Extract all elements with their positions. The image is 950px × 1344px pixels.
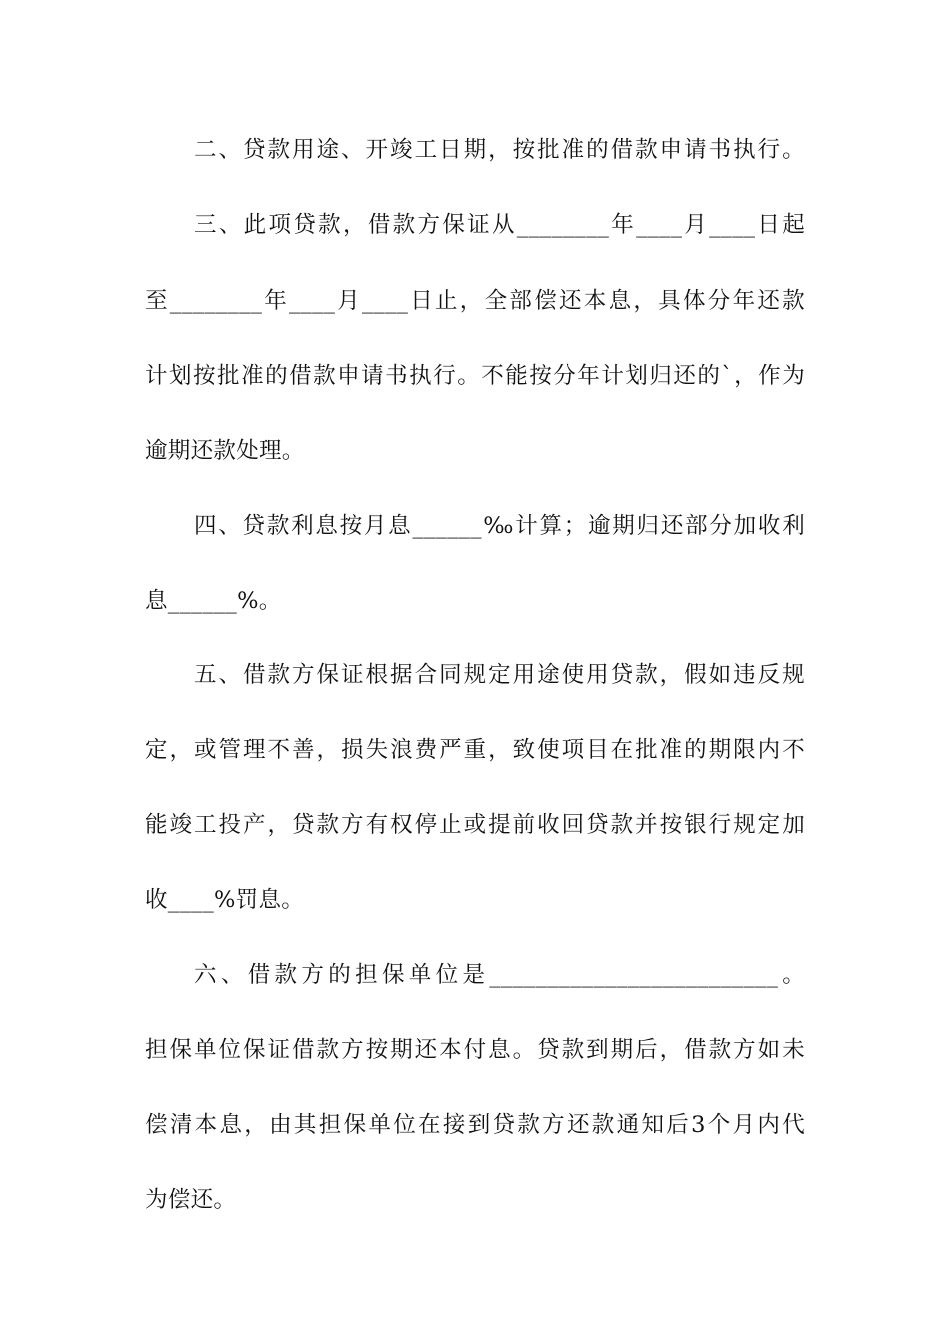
paragraph-5-line-3: 能竣工投产，贷款方有权停止或提前收回贷款并按银行规定加 (145, 812, 805, 838)
paragraph-4-line-1: 四、贷款利息按月息______‰计算；逾期归还部分加收利 (194, 513, 805, 539)
paragraph-3-line-4: 逾期还款处理。 (145, 438, 305, 464)
paragraph-5-line-2: 定，或管理不善，损失浪费严重，致使项目在批准的期限内不 (145, 737, 805, 763)
paragraph-6-line-4: 为偿还。 (145, 1187, 237, 1213)
paragraph-6-line-1: 六、借款方的担保单位是_________________________。 (194, 962, 805, 988)
paragraph-5-line-4: 收____%罚息。 (145, 887, 305, 913)
paragraph-3-line-1: 三、此项贷款，借款方保证从________年____月____日起 (194, 212, 805, 238)
paragraph-3-line-2: 至________年____月____日止，全部偿还本息，具体分年还款 (145, 288, 805, 314)
paragraph-2-line-1: 二、贷款用途、开竣工日期，按批准的借款申请书执行。 (194, 137, 805, 163)
paragraph-6-line-3: 偿清本息，由其担保单位在接到贷款方还款通知后3个月内代 (145, 1112, 805, 1138)
paragraph-4-line-2: 息______%。 (145, 588, 282, 614)
paragraph-5-line-1: 五、借款方保证根据合同规定用途使用贷款，假如违反规 (194, 662, 805, 688)
paragraph-3-line-3: 计划按批准的借款申请书执行。不能按分年计划归还的`，作为 (145, 363, 805, 389)
paragraph-6-line-2: 担保单位保证借款方按期还本付息。贷款到期后，借款方如未 (145, 1037, 805, 1063)
